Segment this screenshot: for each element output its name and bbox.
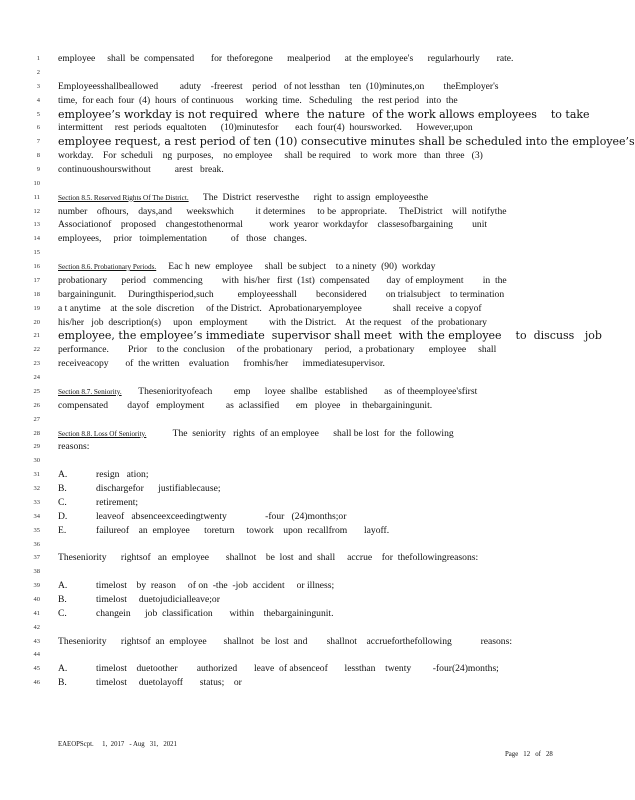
list-item-text bbox=[96, 525, 550, 537]
line-number: 28 bbox=[33, 429, 40, 437]
document-line bbox=[0, 178, 618, 190]
list-item-label: E. bbox=[58, 524, 67, 536]
text-run: bargainingunit. Duringthisperiod,such employeesshall beconsidered on trialsubject to termination bbox=[58, 288, 505, 300]
text-run: time, for each four (4) hours of continuous working time. Scheduling the rest period into the bbox=[58, 94, 458, 106]
document-line bbox=[0, 525, 618, 537]
text-run: retirement; bbox=[96, 496, 139, 508]
section-heading: Section 8.6. Probationary Periods. bbox=[58, 263, 157, 271]
text-run: employee, the employee’s immediate supervisor shall meet with the employee to discuss job bbox=[58, 329, 602, 343]
line-text bbox=[58, 358, 550, 370]
document-line bbox=[0, 400, 618, 412]
document-line bbox=[0, 122, 618, 134]
line-number: 43 bbox=[33, 637, 40, 645]
text-run: employee’s workday is not required where the nature of the work allows employees to take bbox=[58, 107, 590, 121]
list-item-label: A. bbox=[58, 580, 68, 592]
section-heading: Section 8.8. Loss Of Seniority. bbox=[58, 429, 147, 438]
list-item-text bbox=[96, 677, 550, 689]
document-line bbox=[0, 219, 618, 231]
line-text bbox=[58, 150, 550, 162]
text-run: workday. For scheduli ng purposes, no employee shall be required to work more than three (3) bbox=[58, 150, 483, 162]
footer-agreement-dates: EAEOPScpt. 1, 2017 - Aug 31, 2021 bbox=[58, 741, 177, 748]
text-run: probationary period commencing with his/her first (1st) compensated day of employment in the bbox=[58, 274, 507, 286]
document-line bbox=[0, 469, 618, 481]
line-text bbox=[58, 53, 550, 65]
list-item-label: A. bbox=[58, 469, 68, 481]
list-item-text bbox=[96, 608, 550, 620]
line-text bbox=[58, 289, 550, 301]
document-line bbox=[0, 497, 618, 509]
list-item-text bbox=[96, 483, 550, 495]
document-line bbox=[0, 289, 618, 301]
line-number: 10 bbox=[33, 179, 40, 187]
list-item-text bbox=[96, 497, 550, 509]
line-text bbox=[58, 122, 550, 134]
document-line bbox=[0, 275, 618, 287]
line-number: 4 bbox=[36, 96, 40, 104]
line-text bbox=[58, 275, 550, 287]
line-number: 44 bbox=[33, 651, 40, 659]
line-text bbox=[58, 636, 550, 648]
document-line bbox=[0, 261, 618, 273]
document-line bbox=[0, 636, 618, 648]
text-run: Theseniority rightsof an employee shallnot be lost and shallnot accrueforthefollowing reasons: bbox=[58, 635, 513, 647]
document-line bbox=[0, 428, 618, 440]
document-line bbox=[0, 95, 618, 107]
line-number: 15 bbox=[33, 249, 40, 257]
line-number: 25 bbox=[33, 387, 40, 395]
document-line bbox=[0, 247, 618, 259]
text-run: continuoushourswithout arest break. bbox=[58, 164, 224, 175]
list-item-label: C. bbox=[58, 607, 67, 619]
line-number: 17 bbox=[33, 276, 40, 284]
document-line bbox=[0, 372, 618, 384]
line-number: 16 bbox=[33, 263, 40, 270]
line-text bbox=[58, 95, 550, 107]
document-line bbox=[0, 608, 618, 620]
document-line bbox=[0, 358, 618, 370]
line-number: 36 bbox=[33, 540, 40, 548]
line-text bbox=[58, 219, 550, 231]
line-text bbox=[58, 317, 550, 329]
section-text: The District reservesthe right to assign employeesthe bbox=[188, 191, 428, 203]
list-item-text bbox=[96, 663, 550, 675]
section-text: The seniority rights of an employee shall be lost for the following bbox=[146, 427, 454, 439]
line-number: 23 bbox=[33, 360, 40, 368]
text-run: intermittent rest periods equaltoten (10)minutesfor each four(4) hoursworked. However,upon bbox=[58, 122, 473, 134]
document-line bbox=[0, 441, 618, 453]
section-heading: Section 8.5. Reserved Rights Of The District. bbox=[58, 193, 189, 202]
document-line bbox=[0, 622, 618, 634]
line-number: 19 bbox=[33, 304, 40, 312]
text-run: failureof an employee toreturn towork upon recallfrom layoff. bbox=[96, 524, 390, 536]
section-text: Theseniorityofeach emp loyee shallbe established as of theemployee'sfirst bbox=[121, 385, 478, 397]
document-line bbox=[0, 344, 618, 356]
document-line bbox=[0, 206, 618, 218]
list-item-label: B. bbox=[58, 677, 67, 689]
line-number: 20 bbox=[33, 318, 40, 326]
text-run: employees, prior toimplementation of those changes. bbox=[58, 233, 307, 245]
document-line bbox=[0, 594, 618, 606]
document-line bbox=[0, 53, 618, 65]
text-run: compensated dayof employment as aclassified em ployee in thebargainingunit. bbox=[58, 399, 433, 411]
line-text bbox=[58, 206, 550, 218]
line-text bbox=[58, 164, 550, 176]
document-line bbox=[0, 539, 618, 551]
line-number: 33 bbox=[33, 498, 40, 506]
line-number: 5 bbox=[36, 110, 40, 118]
list-item-label: B. bbox=[58, 483, 67, 494]
list-item-text bbox=[96, 469, 550, 481]
line-number: 39 bbox=[33, 582, 40, 590]
text-run: changein job classification within thebargainingunit. bbox=[96, 607, 334, 619]
document-line bbox=[0, 303, 618, 315]
line-number: 22 bbox=[33, 346, 40, 354]
line-number: 35 bbox=[33, 526, 40, 534]
document-line bbox=[0, 164, 618, 176]
document-line bbox=[0, 386, 618, 398]
text-run: a t anytime at the sole discretion of the District. Aprobationaryemployee shall receive a copyof bbox=[58, 302, 482, 314]
document-line bbox=[0, 414, 618, 426]
line-number: 42 bbox=[33, 623, 40, 631]
line-text bbox=[58, 552, 550, 564]
line-number: 37 bbox=[33, 554, 40, 562]
line-number: 9 bbox=[36, 166, 40, 173]
line-number: 24 bbox=[33, 374, 40, 381]
list-item-label: A. bbox=[58, 663, 68, 675]
text-run: reasons: bbox=[58, 441, 90, 453]
line-number: 34 bbox=[33, 512, 40, 520]
text-run: receiveacopy of the written evaluation fromhis/her immediatesupervisor. bbox=[58, 358, 385, 370]
document-line bbox=[0, 483, 618, 495]
line-number: 32 bbox=[33, 485, 40, 492]
list-item-text bbox=[96, 594, 550, 606]
line-number: 13 bbox=[33, 221, 40, 229]
text-run: dischargefor justifiablecause; bbox=[96, 483, 221, 494]
document-line bbox=[0, 135, 635, 149]
line-text bbox=[58, 329, 602, 343]
line-text bbox=[58, 344, 550, 356]
text-run: Associationof proposed changestothenormal work yearor workdayfor classesofbargaining unit bbox=[58, 219, 488, 231]
text-run: timelost by reason of on -the -job accident or illness; bbox=[96, 580, 335, 592]
line-number: 31 bbox=[33, 471, 40, 479]
line-number: 12 bbox=[33, 207, 40, 215]
document-line bbox=[0, 566, 618, 578]
document-line bbox=[0, 81, 618, 93]
line-text bbox=[58, 400, 550, 412]
line-number: 27 bbox=[33, 415, 40, 423]
list-item-label: B. bbox=[58, 593, 67, 605]
line-number: 30 bbox=[33, 457, 40, 465]
line-number: 3 bbox=[36, 82, 40, 90]
line-number: 40 bbox=[33, 595, 40, 603]
document-line bbox=[0, 511, 618, 523]
section-heading: Section 8.7. Seniority. bbox=[58, 387, 122, 396]
section-line-text bbox=[58, 261, 550, 273]
section-line-text bbox=[58, 192, 550, 204]
document-line bbox=[0, 649, 618, 661]
document-line bbox=[0, 192, 618, 204]
document-line bbox=[0, 67, 618, 79]
text-run: number ofhours, days,and weekswhich it determines to be appropriate. TheDistrict will notifythe bbox=[58, 205, 507, 217]
line-number: 41 bbox=[33, 609, 40, 617]
list-item-text bbox=[96, 580, 550, 592]
document-line bbox=[0, 317, 618, 329]
text-run: employee request, a rest period of ten (10) consecutive minutes shall be scheduled into the employee’s bbox=[58, 135, 635, 149]
line-number: 11 bbox=[33, 193, 40, 201]
document-line bbox=[0, 663, 618, 675]
text-run: leaveof absenceexceedingtwenty -four (24)months;or bbox=[96, 510, 347, 522]
text-run: performance. Prior to the conclusion of the probationary period, a probationary employee shall bbox=[58, 344, 497, 356]
document-line bbox=[0, 150, 618, 162]
line-text bbox=[58, 441, 550, 453]
document-line bbox=[0, 233, 618, 245]
text-run: timelost duetojudicialleave;or bbox=[96, 593, 220, 605]
line-text bbox=[58, 135, 635, 149]
section-line-text bbox=[58, 428, 550, 440]
line-number: 7 bbox=[36, 138, 40, 146]
text-run: employee shall be compensated for theforegone mealperiod at the employee's regularhourly rate. bbox=[58, 53, 514, 64]
section-line-text bbox=[58, 386, 550, 398]
line-number: 6 bbox=[36, 124, 40, 132]
line-text bbox=[58, 303, 550, 315]
line-number: 38 bbox=[33, 568, 40, 576]
line-text bbox=[58, 81, 550, 93]
document-line bbox=[0, 677, 618, 689]
line-text bbox=[58, 233, 550, 245]
list-item-text bbox=[96, 511, 550, 523]
list-item-label: C. bbox=[58, 496, 67, 508]
line-number: 26 bbox=[33, 401, 40, 409]
document-line bbox=[0, 552, 618, 564]
document-line bbox=[0, 455, 618, 467]
line-number: 29 bbox=[33, 443, 40, 451]
document-line bbox=[0, 109, 618, 121]
line-number: 46 bbox=[33, 679, 40, 687]
line-text bbox=[58, 107, 590, 121]
text-run: Theseniority rightsof an employee shallnot be lost and shall accrue for thefollowingreasons: bbox=[58, 552, 479, 564]
document-line bbox=[0, 330, 618, 342]
line-number: 45 bbox=[33, 665, 40, 673]
line-number: 18 bbox=[33, 290, 40, 298]
document-line bbox=[0, 580, 618, 592]
line-number: 2 bbox=[36, 68, 40, 76]
text-run: resign ation; bbox=[96, 469, 149, 481]
list-item-label: D. bbox=[58, 510, 68, 522]
footer-page-number: Page 12 of 28 bbox=[505, 751, 553, 758]
text-run: his/her job description(s) upon employment with the District. At the request of the probationary bbox=[58, 316, 487, 328]
line-number: 21 bbox=[33, 332, 40, 340]
section-text: Eac h new employee shall be subject to a ninety (90) workday bbox=[156, 261, 436, 272]
text-run: timelost duetoother authorized leave of absenceof lessthan twenty -four(24)months; bbox=[96, 663, 499, 675]
line-number: 8 bbox=[36, 152, 40, 160]
text-run: Employeesshallbeallowed aduty -freerest period of not lessthan ten (10)minutes,on theEmployer's bbox=[58, 80, 499, 92]
line-number: 14 bbox=[33, 235, 40, 243]
text-run: timelost duetolayoff status; or bbox=[96, 677, 242, 689]
line-number: 1 bbox=[36, 55, 40, 62]
